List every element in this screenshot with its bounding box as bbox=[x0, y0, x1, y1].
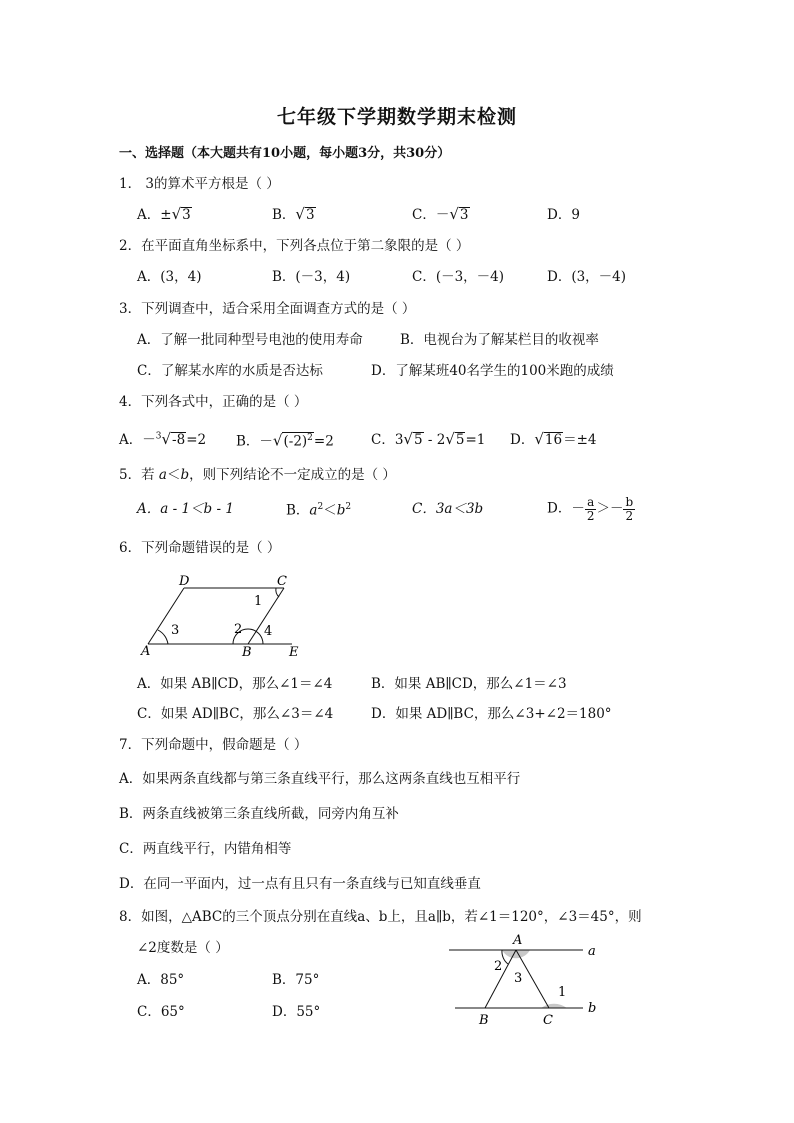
label-C: C bbox=[277, 574, 287, 589]
q3-option-b: B．电视台为了解某栏目的收视率 bbox=[400, 332, 599, 348]
angle-label-3: 3 bbox=[514, 971, 523, 986]
label-A: A bbox=[513, 933, 523, 948]
q3-option-d: D．了解某班40名学生的100米跑的成绩 bbox=[371, 363, 614, 379]
q3-stem: 3．下列调查中，适合采用全面调查方式的是（ ） bbox=[119, 301, 416, 317]
q8-option-b: B．75° bbox=[272, 972, 320, 988]
q6-option-a: A．如果 AB∥CD，那么∠1＝∠4 bbox=[137, 676, 333, 692]
q5-option-c: C．3a＜3b bbox=[412, 501, 484, 517]
q4-stem: 4．下列各式中，正确的是（ ） bbox=[119, 394, 308, 410]
q1-option-c: C．－√3 bbox=[412, 205, 469, 223]
q1-option-d: D．9 bbox=[547, 207, 580, 223]
angle-label-2: 2 bbox=[234, 622, 243, 637]
label-C: C bbox=[543, 1013, 553, 1028]
section-heading: 一、选择题（本大题共有10小题，每小题3分，共30分） bbox=[119, 146, 451, 161]
angle-label-1: 1 bbox=[254, 594, 263, 609]
q1-option-a: A．±√3 bbox=[137, 205, 191, 223]
label-E: E bbox=[289, 645, 299, 660]
q5-stem: 5．若 a＜b，则下列结论不一定成立的是（ ） bbox=[119, 467, 396, 483]
label-A: A bbox=[141, 644, 151, 659]
q2-option-a: A．(3，4) bbox=[137, 269, 202, 285]
q2-option-c: C．(－3，－4) bbox=[412, 269, 505, 285]
q8-option-d: D．55° bbox=[272, 1004, 321, 1020]
q7-option-a: A．如果两条直线都与第三条直线平行，那么这两条直线也互相平行 bbox=[119, 771, 521, 787]
q6-option-c: C．如果 AD∥BC，那么∠3＝∠4 bbox=[137, 706, 334, 722]
q5-option-a: A．a - 1＜b - 1 bbox=[137, 501, 234, 517]
q7-stem: 7．下列命题中，假命题是（ ） bbox=[119, 737, 308, 753]
label-B: B bbox=[242, 645, 252, 660]
q6-stem: 6．下列命题错误的是（ ） bbox=[119, 540, 281, 556]
q6-option-b: B．如果 AB∥CD，那么∠1＝∠3 bbox=[371, 676, 567, 692]
label-B: B bbox=[479, 1013, 489, 1028]
q4-option-b: B．$-√(-2)^2=2$ bbox=[236, 431, 334, 450]
q2-option-b: B．(－3，4) bbox=[272, 269, 351, 285]
q6-option-d: D．如果 AD∥BC，那么∠3+∠2＝180° bbox=[371, 706, 612, 722]
label-D: D bbox=[179, 574, 190, 589]
q4-option-d: D．√16＝±4 bbox=[510, 430, 597, 448]
q5-option-b: B．$a^2<b^2$ bbox=[286, 502, 352, 519]
q5-option-d: D．－ $\frac{a}{2}$ ＞－ $\frac{b}{2}$ bbox=[547, 495, 634, 523]
q2-option-d: D．(3，－4) bbox=[547, 269, 627, 285]
q1-stem: 1． 3的算术平方根是（ ） bbox=[119, 176, 280, 192]
label-b: b bbox=[588, 1001, 597, 1016]
q8-option-a: A．85° bbox=[137, 972, 185, 988]
q4-option-c: C．3√5 - 2√5=1 bbox=[371, 430, 486, 448]
angle-label-3: 3 bbox=[171, 623, 180, 638]
q2-stem: 2．在平面直角坐标系中，下列各点位于第二象限的是（ ） bbox=[119, 238, 470, 254]
q8-stem-continued: ∠2度数是（ ） bbox=[137, 940, 229, 956]
angle-label-2: 2 bbox=[494, 959, 503, 974]
q8-stem: 8．如图，△ABC的三个顶点分别在直线a、b上，且a∥b，若∠1＝120°，∠3＝45°，则 bbox=[119, 909, 642, 925]
page-title: 七年级下学期数学期末检测 bbox=[276, 106, 517, 128]
q7-option-b: B．两条直线被第三条直线所截，同旁内角互补 bbox=[119, 806, 399, 822]
q3-option-c: C．了解某水库的水质是否达标 bbox=[137, 363, 323, 379]
q3-option-a: A．了解一批同种型号电池的使用寿命 bbox=[137, 332, 363, 348]
q8-option-c: C．65° bbox=[137, 1004, 185, 1020]
q1-option-b: B．√3 bbox=[272, 205, 315, 223]
q7-option-c: C．两直线平行，内错角相等 bbox=[119, 841, 292, 857]
angle-label-1: 1 bbox=[558, 985, 567, 1000]
angle-label-4: 4 bbox=[264, 624, 273, 639]
q4-option-a: A．－$^3$√-8=2 bbox=[119, 430, 207, 448]
label-a: a bbox=[588, 944, 596, 959]
q7-option-d: D．在同一平面内，过一点有且只有一条直线与已知直线垂直 bbox=[119, 876, 481, 892]
